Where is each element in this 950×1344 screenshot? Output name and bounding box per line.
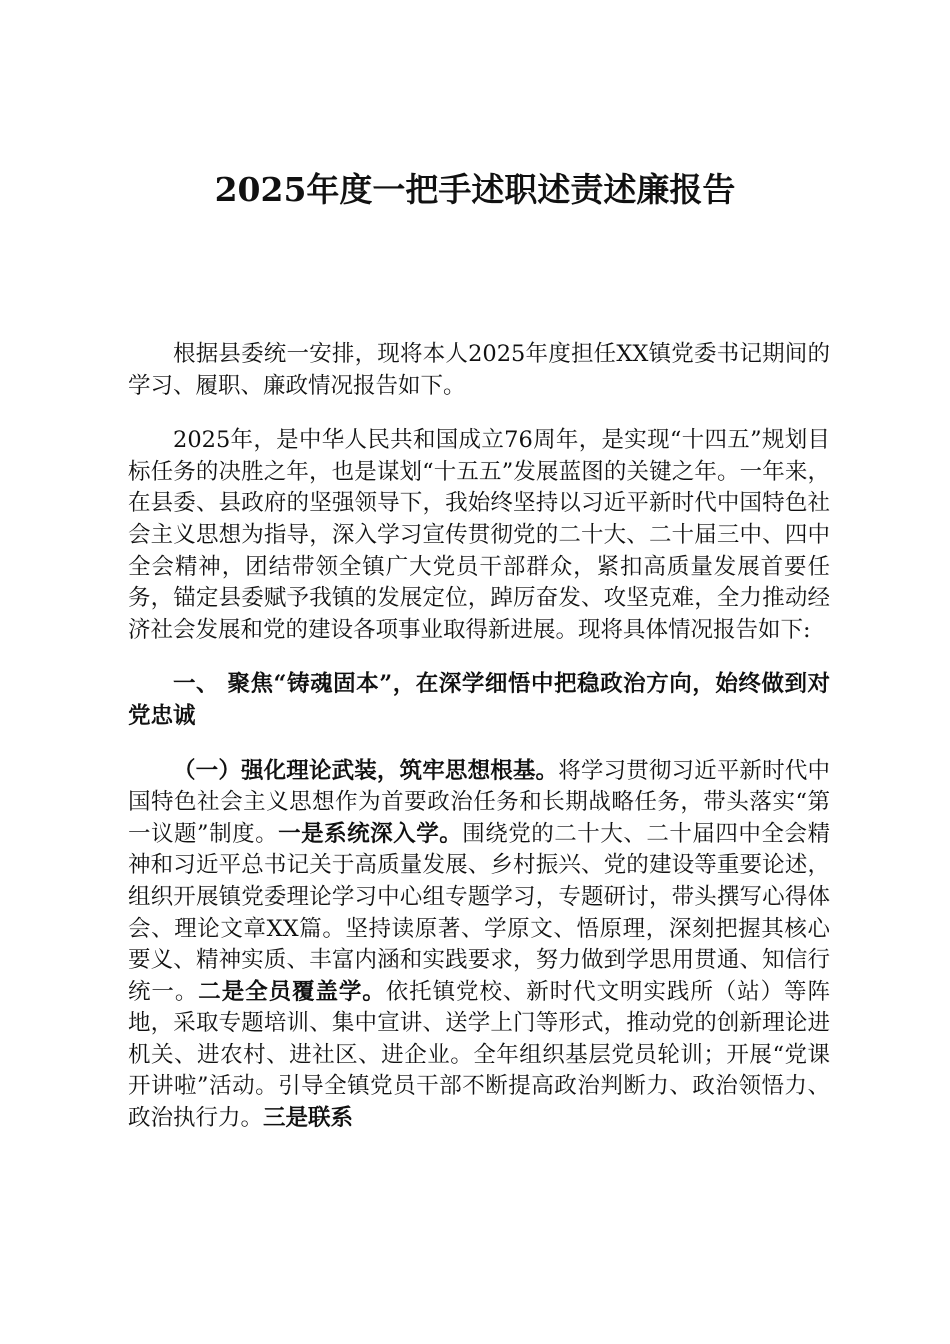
subsection-title: （一）强化理论武装，筑牢思想根基。 [173, 757, 559, 784]
intro-paragraph: 根据县委统一安排，现将本人2025年度担任XX镇党委书记期间的学习、履职、廉政情况报告如下。 [128, 341, 830, 399]
subsection-text: 将学习贯彻习近平新时代中国特色社会主义思想作为首要政治任务和长期战略任务，带头落实“第一议题”制度。 [128, 757, 830, 847]
point-2-label: 二是全员覆盖学。 [198, 978, 386, 1005]
point-3-label: 三是联系 [263, 1105, 354, 1132]
overview-paragraph: 2025年，是中华人民共和国成立76周年，是实现“十四五”规划目标任务的决胜之年，也是谋划“十五五”发展蓝图的关键之年。一年来，在县委、县政府的坚强领导下，我始终坚持以习近平新时代中国特色社会主义思想为指导，深入学习宣传贯彻党的二十大、二十届三中、四中全会精神，团结带领全镇广大党员干部群众，紧扣高质量发展首要任务，锚定县委赋予我镇的发展定位，踔厉奋发、攻坚克难，全力推动经济社会发展和党的建设各项事业取得新进展。现将具体情况报告如下: [128, 427, 830, 643]
point-1-text: 围绕党的二十大、二十届四中全会精神和习近平总书记关于高质量发展、乡村振兴、党的建设等重要论述，组织开展镇党委理论学习中心组专题学习，专题研讨，带头撰写心得体会、理论文章XX篇。坚持读原著、学原文、悟原理，深刻把握其核心要义、精神实质、丰富内涵和实践要求，努力做到学思用贯通、知信行统一。 [128, 820, 830, 1005]
subsection-paragraph [128, 756, 830, 1135]
point-1-label: 一是系统深入学。 [278, 820, 463, 847]
point-2-text: 依托镇党校、新时代文明实践所（站）等阵地，采取专题培训、集中宣讲、送学上门等形式，推动党的创新理论进机关、进农村、进社区、进企业。全年组织基层党员轮训；开展“党课开讲啦”活动。引导全镇党员干部不断提高政治判断力、政治领悟力、政治执行力。 [128, 978, 830, 1132]
document-body [128, 339, 830, 1158]
section-heading: 一、 聚焦“铸魂固本”，在深学细悟中把稳政治方向，始终做到对党忠诚 [128, 671, 830, 729]
document-title: 2025年度一把手述职述责述廉报告 [214, 170, 736, 209]
